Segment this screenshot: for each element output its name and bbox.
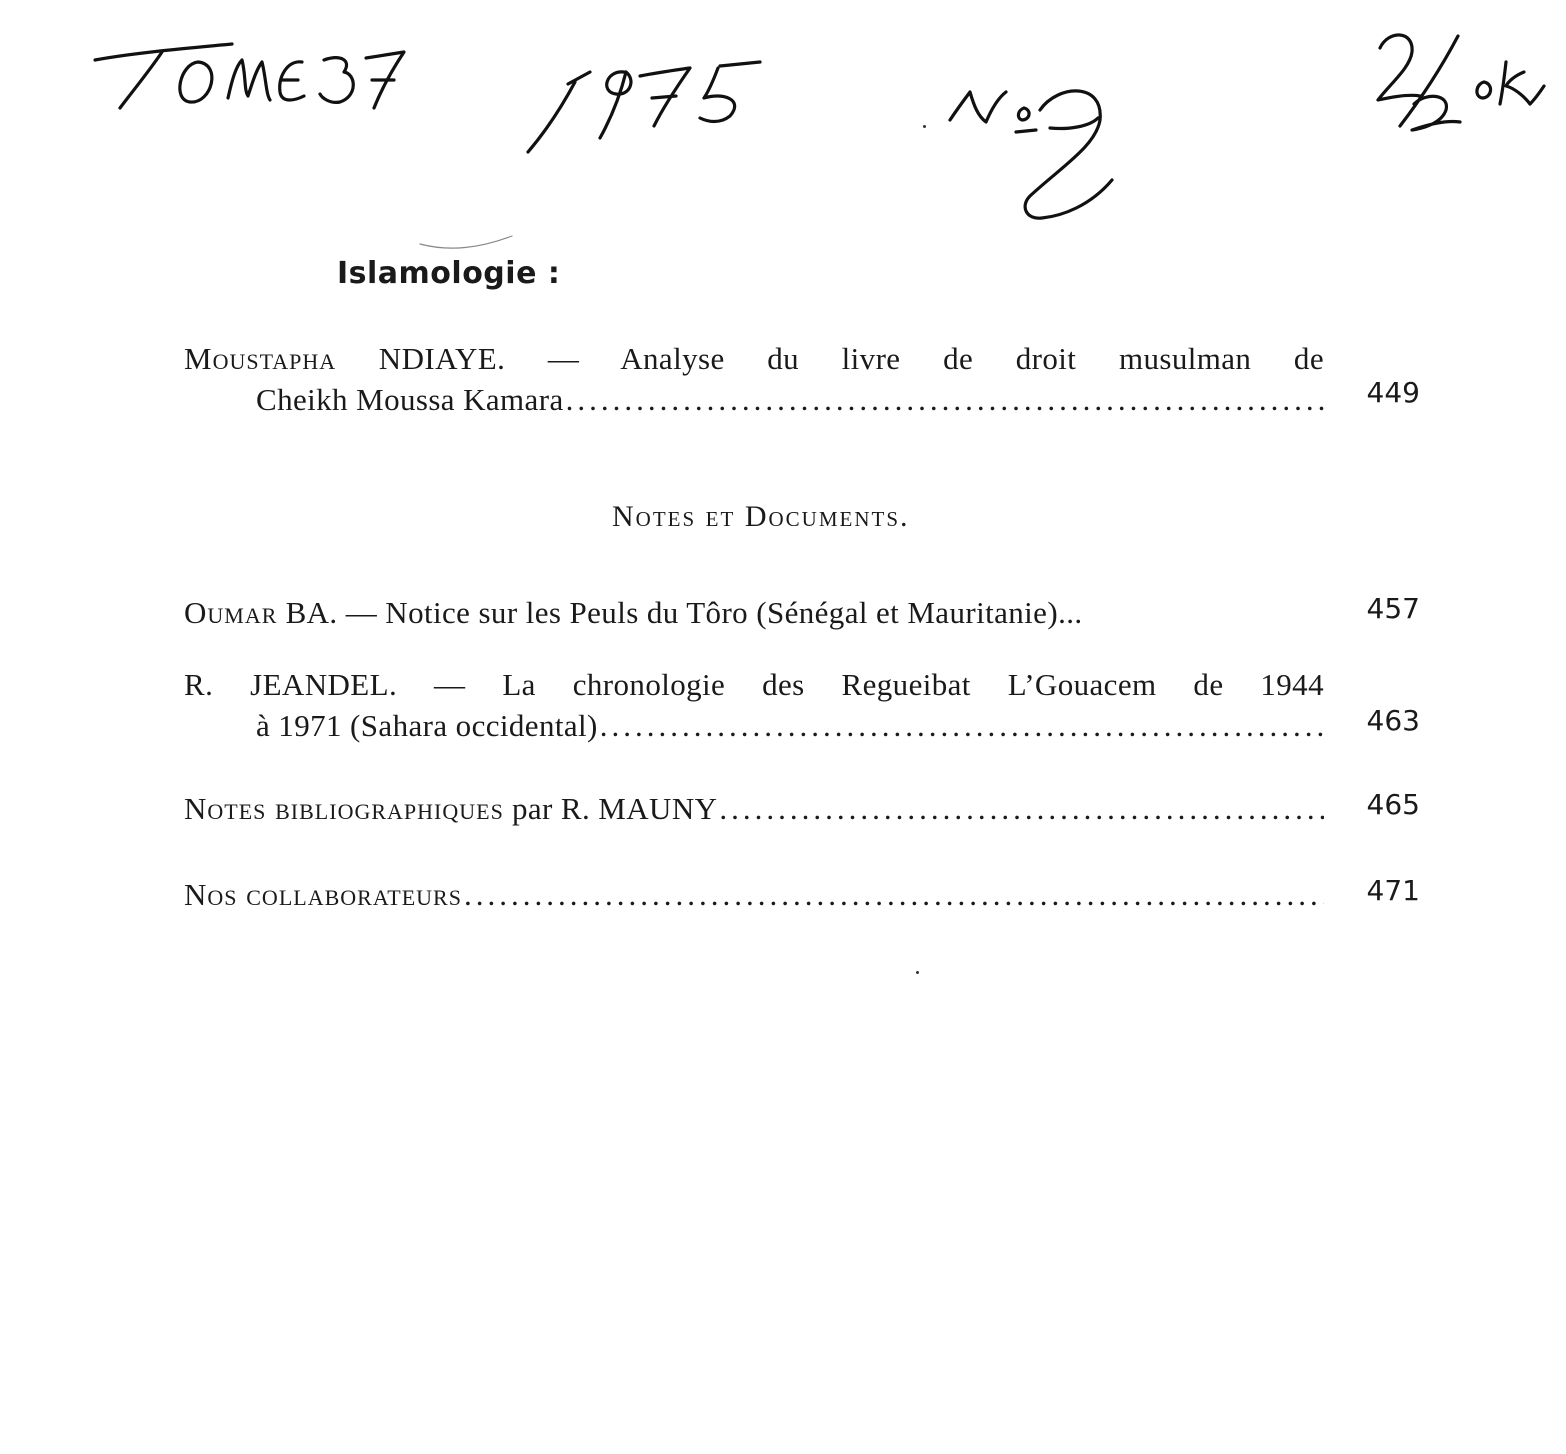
- toc-entry-line: [184, 592, 1324, 633]
- ink-speck: [923, 125, 926, 128]
- page-number: 465: [1366, 788, 1420, 821]
- handwritten-issue-number: [950, 91, 1112, 218]
- page-number: 463: [1366, 704, 1420, 737]
- toc-entry-line: [184, 874, 1324, 915]
- toc-entry-collaborateurs: [184, 874, 1324, 915]
- toc-entry-ndiaye: [184, 338, 1324, 420]
- entry-heading: Nos collaborateurs: [184, 877, 462, 912]
- page-number: 471: [1366, 874, 1420, 907]
- handwritten-tome-number: [95, 44, 404, 108]
- toc-entry-second-line: [184, 705, 1324, 746]
- dot-leader: [600, 705, 1324, 746]
- entry-title-part1: — La chronologie des Regueibat L’Gouacem de 1944: [434, 667, 1324, 702]
- entry-title-part2: à 1971 (Sahara occidental): [256, 708, 598, 743]
- page-number: 457: [1366, 592, 1420, 625]
- dot-leader: [464, 874, 1324, 915]
- entry-title-part1: — Analyse du livre de droit musulman de: [547, 341, 1324, 376]
- entry-title-part2: Cheikh Moussa Kamara: [256, 382, 564, 417]
- toc-entry-jeandel: [184, 664, 1324, 746]
- toc-entry-first-line: [184, 338, 1324, 379]
- dot-leader: [719, 788, 1324, 829]
- handwritten-annotations: [0, 0, 1566, 260]
- section-title-islamologie: Islamologie :: [337, 256, 561, 291]
- entry-heading: Notes bibliographiques: [184, 791, 504, 826]
- author-firstname: Moustapha: [184, 341, 337, 376]
- toc-entry-first-line: [184, 664, 1324, 705]
- toc-entry-second-line: [184, 379, 1324, 420]
- handwritten-year: [528, 62, 760, 152]
- author-surname: BA.: [285, 595, 338, 630]
- dot-leader: [566, 379, 1324, 420]
- author-firstname: Oumar: [184, 595, 278, 630]
- pencil-mark: [420, 236, 512, 248]
- toc-entry-bibliographie: [184, 788, 1324, 829]
- subsection-title-notes-documents: Notes et Documents.: [612, 500, 910, 533]
- author-surname: NDIAYE.: [378, 341, 506, 376]
- toc-entry-line: [184, 788, 1324, 829]
- toc-entry-ba: [184, 592, 1324, 633]
- author-name: R. JEANDEL.: [184, 667, 398, 702]
- handwritten-fraction: [1378, 35, 1544, 130]
- page-number: 449: [1366, 376, 1420, 409]
- entry-author: par R. MAUNY: [511, 791, 718, 826]
- entry-title: — Notice sur les Peuls du Tôro (Sénégal et Mauritanie)...: [345, 595, 1083, 630]
- ink-speck: [916, 971, 919, 974]
